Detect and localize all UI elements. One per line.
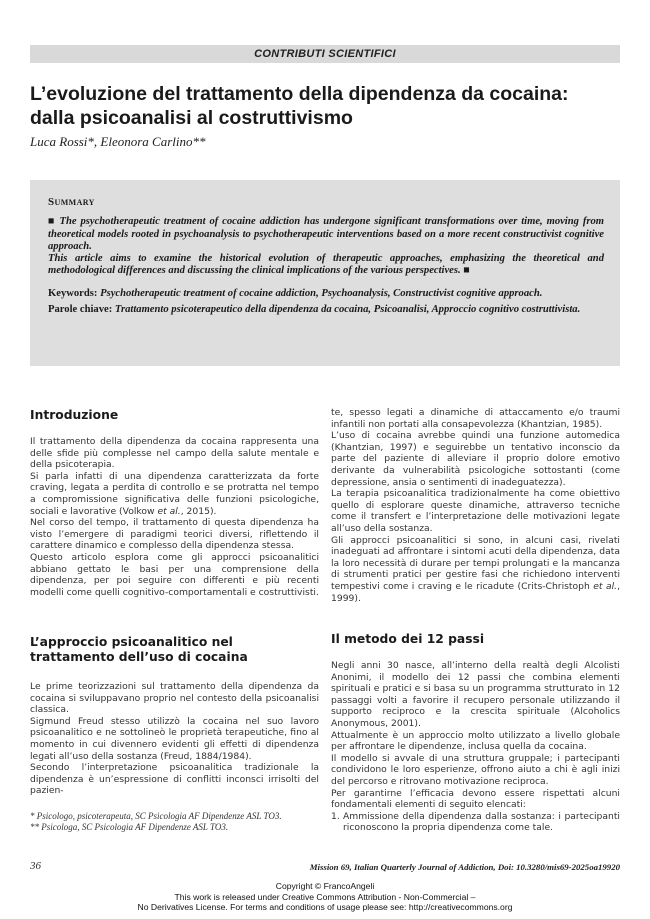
right-column-section-2 — [331, 632, 620, 834]
right-column — [331, 407, 620, 604]
parole-chiave-value: Trattamento psicoterapeutico della dipendenza da cocaina, Psicoanalisi, Approccio cognitivo costruttivista. — [114, 304, 581, 316]
paragraph: L’uso di cocaina avrebbe quindi una funzione automedica (Khantzian, 1997) e seguirebbe un tentativo inconscio da parte del paziente di alleviare il proprio dolore emotivo derivante da vulnerabilità psicologiche sottostanti (come depressione, ansia o sentimenti di inadeguatezza). — [331, 430, 620, 488]
copyright-line-2: This work is released under Creative Commons Attribution - Non-Commercial – — [174, 891, 476, 902]
section-heading-introduzione: Introduzione — [30, 408, 119, 422]
end-bullet-icon: ■ — [463, 265, 470, 277]
paragraph: Gli approcci psicoanalitici si sono, in alcuni casi, rivelati inadeguati ad affrontare i sintomi acuti della dipendenza, data la loro necessità di durare per tempi prolungati e la mancanza di strumenti pratici per gestire fasi che richiedono interventi tempestivi come i craving e le ricadute (Crits-Christoph et al., 1999). — [331, 534, 621, 604]
footnote-2: ** Psicologa, SC Psicologia AF Dipendenze ASL TO3. — [30, 822, 229, 833]
parole-chiave-label: Parole chiave: — [48, 304, 113, 316]
footnotes — [30, 811, 320, 834]
paragraph: Nel corso del tempo, il trattamento di questa dipendenza ha visto l’emergere di paradigmi teorici diversi, riflettendo il carattere dinamico e complesso della dipendenza stessa. — [30, 517, 319, 552]
paragraph: Le prime teorizzazioni sul trattamento della dipendenza da cocaina si sviluppavano proprio nel contesto della psicoanalisi classica. — [30, 681, 319, 716]
paragraph: Attualmente è un approccio molto utilizzato a livello globale per affrontare le dipendenze, inclusa quella da cocaina. — [331, 729, 620, 753]
paragraph: Il trattamento della dipendenza da cocaina rappresenta una delle sfide più complesse nel campo della salute mentale e della psicoterapia. — [30, 436, 319, 471]
left-column-section-2 — [30, 635, 319, 797]
title-line-1: L’evoluzione del trattamento della dipendenza da cocaina: — [30, 83, 569, 105]
paragraph: Sigmund Freud stesso utilizzò la cocaina nel suo lavoro psicoanalitico e ne sottolineò le proprietà terapeutiche, fino al momento in cui divennero evidenti gli effetti di dipendenza legati all’uso della sostanza (Freud, 1884/1984). — [30, 715, 319, 762]
keywords-value: Psychotherapeutic treatment of cocaine addiction, Psychoanalysis, Constructivist cognitive approach. — [100, 287, 543, 299]
parole-chiave — [48, 304, 604, 316]
page-footer — [30, 860, 620, 872]
summary-box — [30, 180, 620, 366]
paragraph: Negli anni 30 nasce, all’interno della realtà degli Alcolisti Anonimi, il modello dei 12 passi che combina elementi spirituali e pratici e si basa su un programma strutturato in 12 passaggi volti a favorire il recupero personale utilizzando il supporto reciproco e la crescita spirituale (Alcoholics Anonymous, 2001). — [331, 660, 620, 729]
copyright-line-1: Copyright © FrancoAngeli — [275, 881, 375, 891]
keywords — [48, 288, 604, 300]
paragraph: Questo articolo esplora come gli approcci psicoanalitici abbiano gettato le basi per una comprensione della dipendenza, per poi seguire con differenti e più recenti modelli come quelli cognitivo-comportamentali e costruttivisti. — [30, 551, 319, 598]
copyright-notice — [0, 881, 650, 913]
summary-paragraph-2: This article aims to examine the historical evolution of therapeutic approaches, emphasizing the theoretical and methodological differences and discussing the clinical implications of the various perspectives. ■ — [48, 253, 604, 277]
list-item — [331, 811, 620, 834]
keywords-label: Keywords: — [48, 287, 98, 299]
paragraph: te, spesso legati a dinamiche di attaccamento e/o traumi infantili non portati alla consapevolezza (Khantzian, 1985). — [331, 407, 620, 430]
paragraph: La terapia psicoanalitica tradizionalmente ha come obiettivo quello di esplorare queste dinamiche, attraverso tecniche come il transfert e l’interpretazione delle motivazioni legate all’uso della sostanza. — [331, 488, 620, 534]
footnote-1: * Psicologo, psicoterapeuta, SC Psicologia AF Dipendenze ASL TO3. — [30, 811, 282, 821]
section-banner: CONTRIBUTI SCIENTIFICI — [30, 45, 620, 63]
list-text: Ammissione della dipendenza dalla sostanza: i partecipanti riconoscono la propria dipendenza come tale. — [343, 810, 620, 834]
paragraph: Per garantirne l’efficacia devono essere rispettati alcuni fondamentali elementi di seguito elencati: — [331, 787, 620, 811]
title-line-2: dalla psicoanalisi al costruttivismo — [30, 107, 353, 129]
paragraph: Si parla infatti di una dipendenza caratterizzata da forte craving, legata a perdita di controllo e se protratta nel tempo a compromissione significativa delle funzioni psicologiche, sociali e lavorative (Volkow et al., 2015). — [30, 470, 319, 517]
paragraph: Secondo l’interpretazione psicoanalitica tradizionale la dipendenza è un’espressione di conflitti inconsci irrisolti del pazien- — [30, 762, 319, 797]
page-number: 36 — [30, 860, 41, 872]
bullet-icon: ■ — [48, 216, 56, 228]
paragraph: Il modello si avvale di una struttura gruppale; i partecipanti condividono le loro esperienze, offrono aiuto a chi è agli inizi del percorso e ritrovano motivazione reciproca. — [331, 752, 620, 787]
summary-heading: Summary — [48, 196, 95, 208]
section-heading-approccio-psicoanalitico: L’approccio psicoanalitico nel trattamento dell’uso di cocaina — [30, 635, 248, 664]
left-column — [30, 408, 319, 598]
summary-paragraph-1: ■ The psychotherapeutic treatment of cocaine addiction has undergone significant transformations over time, moving from theoretical models rooted in psychoanalysis to psychotherapeutic interventions based on a more recent constructivist cognitive approach. — [48, 216, 605, 252]
journal-citation: Mission 69, Italian Quarterly Journal of Addiction, Doi: 10.3280/mis69-2025oa19920 — [309, 862, 620, 872]
article-title — [30, 82, 620, 130]
author-list: Luca Rossi*, Eleonora Carlino** — [30, 134, 206, 149]
section-heading-metodo-12-passi: Il metodo dei 12 passi — [331, 632, 485, 646]
list-number: 1. — [331, 810, 340, 822]
copyright-line-3: No Derivatives License. For terms and conditions of usage please see: http://creativecommons.org — [137, 902, 513, 913]
